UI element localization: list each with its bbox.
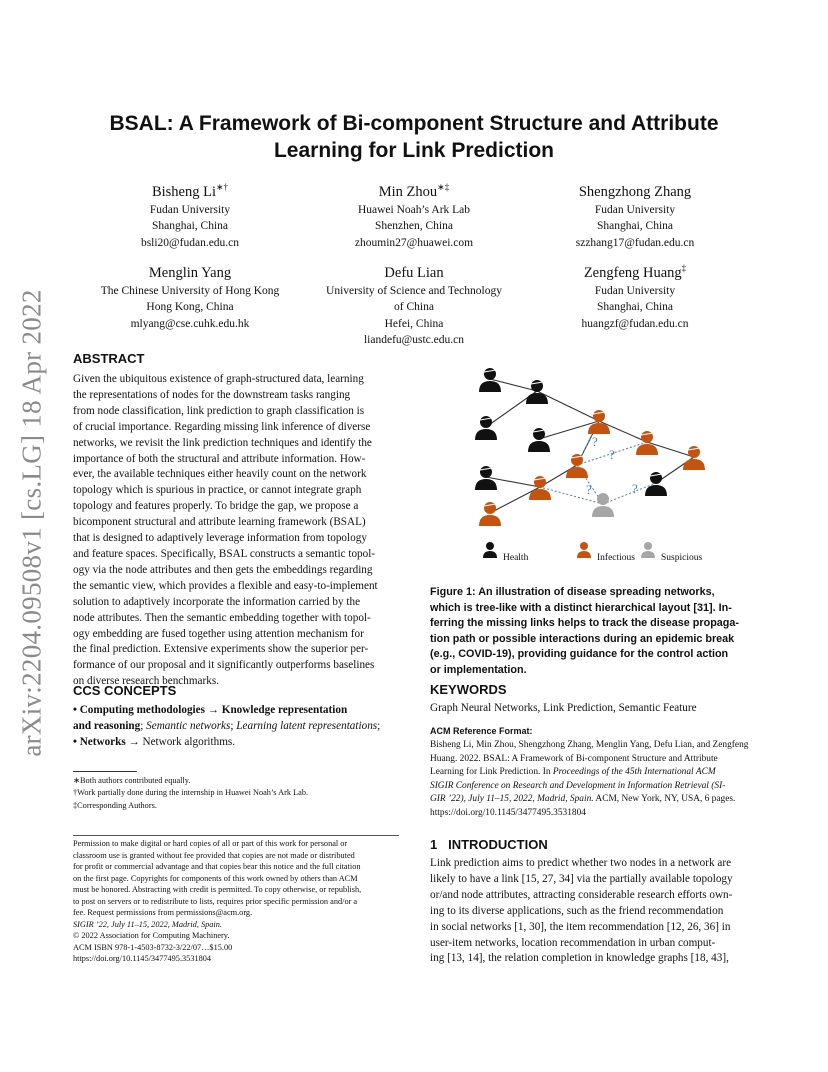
paper-title xyxy=(60,110,768,164)
permission-rule xyxy=(73,835,399,836)
intro-line: Link prediction aims to predict whether two nodes in a network are xyxy=(430,857,732,869)
abstract-line: Given the ubiquitous existence of graph-structured data, learning xyxy=(73,373,364,385)
author-block xyxy=(520,259,750,332)
health-person-icon xyxy=(479,368,501,392)
ccs-heading: CCS CONCEPTS xyxy=(73,683,177,698)
infectious-person-icon xyxy=(683,446,705,470)
arxiv-identifier: arXiv:2204.09508v1 [cs.LG] 18 Apr 2022 xyxy=(16,289,47,757)
author-name: Bisheng Li∗† xyxy=(151,182,229,200)
footnote: †Work partially done during the internship in Huawei Noah’s Ark Lab. xyxy=(73,788,309,798)
abstract-line: of crucial importance. Regarding missing link inference of diverse xyxy=(73,420,371,433)
author-location: Shenzhen, China xyxy=(375,220,453,233)
intro-line: in social networks [1, 30], the item recommendation [12, 26, 36] in xyxy=(430,920,731,933)
arxiv-sidebar xyxy=(10,286,54,761)
abstract-line: the semantic view, which provides a flexible and easy-to-implement xyxy=(73,579,378,592)
author-affiliation: University of Science and Technology xyxy=(326,284,502,297)
ccs-body: • Computing methodologies → Knowledge representation and reasoning; Semantic networks; Learning latent representations; • Networks → Network algorithms. xyxy=(73,704,381,748)
doi-link[interactable]: https://doi.org/10.1145/3477495.3531804 xyxy=(73,954,212,963)
author-location: Shanghai, China xyxy=(151,220,229,233)
caption-line: (e.g., COVID-19), providing guidance for the control action xyxy=(430,648,729,661)
abstract-line: on diverse research benchmarks. xyxy=(73,675,219,688)
acm-reference: Bisheng Li, Min Zhou, Shengzhong Zhang, Menglin Yang, Defu Lian, and Zengfeng Huang. 2022. BSAL: A Framework of Bi-component Structure and Attribute Learning for Link Prediction. In Proceedings of the 45th International ACM SIGIR Conference on Research and Development in Information Retrieval (SI- GIR ’22), July 11–15, 2022, Madrid, Spain. ACM, New York, NY, USA, 6 pages. https://doi.org/10.1145/3477495.3531804 xyxy=(430,739,770,821)
caption-line: or implementation. xyxy=(430,663,527,676)
author-name: Defu Lian xyxy=(384,264,444,281)
intro-line: user-item networks, location recommendation in urban comput- xyxy=(430,936,716,949)
abstract-body xyxy=(73,372,399,690)
venue: SIGIR ’22, July 11–15, 2022, Madrid, Spain. xyxy=(73,919,222,929)
intro-line: ing [13, 14], the relation completion in knowledge graphs [18, 43], xyxy=(430,952,729,965)
health-person-icon xyxy=(645,472,667,496)
infectious-person-icon xyxy=(566,454,588,478)
author-name: Shengzhong Zhang xyxy=(578,183,692,200)
author-email: zhoumin27@huawei.com xyxy=(354,236,474,249)
infectious-person-icon xyxy=(529,476,551,500)
abstract-line: node attributes. Then the semantic embedding together with topol- xyxy=(73,611,371,624)
author-name: Min Zhou∗‡ xyxy=(378,182,450,200)
footnote-rule xyxy=(73,771,137,772)
health-person-icon xyxy=(475,416,497,440)
abstract-line: ogy embedding are fused together using attention mechanism for xyxy=(73,627,364,640)
permission-line: fee. Request permissions from permissions@acm.org. xyxy=(73,908,253,917)
abstract-line: ever, the available techniques either heavily count on the network xyxy=(73,468,367,481)
intro-line: ing to its diverse applications, such as the friend recommendation xyxy=(430,904,724,917)
question-mark: ? xyxy=(632,481,638,496)
permission-line: Permission to make digital or hard copies of all or part of this work for personal or xyxy=(73,839,348,848)
caption-line: tion path or possible interactions during an epidemic break xyxy=(430,632,735,645)
title-line-1: BSAL: A Framework of Bi-component Structure and Attribute xyxy=(109,112,719,135)
suspicious-person-icon xyxy=(592,493,614,517)
author-email: liandefu@ustc.edu.cn xyxy=(363,334,464,347)
author-block xyxy=(299,178,529,251)
figure-caption xyxy=(430,585,760,679)
title-line-2: Learning for Link Prediction xyxy=(273,139,555,162)
author-block xyxy=(520,178,750,251)
legend-infectious-icon xyxy=(577,542,591,558)
author-email: szzhang17@fudan.edu.cn xyxy=(575,236,695,249)
abstract-line: topology which is spurious in practice, or cannot integrate graph xyxy=(73,484,362,497)
isbn: ACM ISBN 978-1-4503-8732-3/22/07…$15.00 xyxy=(73,942,233,952)
author-affiliation: Huawei Noah’s Ark Lab xyxy=(357,203,471,216)
abstract-line: that is designed to adaptively leverage information from topology xyxy=(73,532,367,545)
infectious-person-icon xyxy=(479,502,501,526)
caption-line: which is tree-like with a distinct hierarchical layout [31]. In- xyxy=(430,601,732,614)
permission-line: on the first page. Copyrights for components of this work owned by others than ACM xyxy=(73,873,358,883)
question-mark: ? xyxy=(609,447,615,462)
network-edge xyxy=(537,391,599,421)
abstract-line: formance of our proposal and it significantly outperforms baselines xyxy=(73,659,375,672)
copyright: © 2022 Association for Computing Machinery. xyxy=(73,931,230,940)
caption-line: Figure 1: An illustration of disease spreading networks, xyxy=(430,586,715,598)
abstract-line: importance of both the structural and attribute information. How- xyxy=(73,452,366,465)
permission-line: must be honored. Abstracting with credit is permitted. To copy otherwise, or republish, xyxy=(73,885,362,894)
author-block xyxy=(75,178,305,251)
acm-ref-doi-link[interactable]: https://doi.org/10.1145/3477495.3531804 xyxy=(430,807,586,818)
introduction-heading: 1 INTRODUCTION xyxy=(430,837,548,852)
author-affiliation: Fudan University xyxy=(594,284,676,297)
author-block xyxy=(72,259,308,332)
author-location: Shanghai, China xyxy=(596,301,674,314)
abstract-line: and feature spaces. Specifically, BSAL constructs a semantic topol- xyxy=(73,547,376,560)
question-mark: ? xyxy=(586,482,592,497)
abstract-line: from node classification, link prediction to graph classification is xyxy=(73,404,365,417)
permission-line: classroom use is granted without fee provided that copies are not made or distributed xyxy=(73,850,355,860)
author-affiliation-cont: of China xyxy=(394,301,434,314)
author-affiliation: Fudan University xyxy=(594,203,676,216)
abstract-line: solution to adaptively incorporate the information carried by the xyxy=(73,595,361,608)
legend-health-icon xyxy=(483,542,497,558)
acm-ref-heading: ACM Reference Format: xyxy=(430,726,533,736)
legend-health-label: Health xyxy=(503,553,529,563)
abstract-line: topology and features properly. To bridge the gap, we propose a xyxy=(73,500,359,513)
abstract-line: the final prediction. Extensive experiments show the superior per- xyxy=(73,643,369,656)
introduction-body xyxy=(430,856,756,967)
health-person-icon xyxy=(526,380,548,404)
infectious-person-icon xyxy=(636,431,658,455)
abstract-line: networks, we revisit the link prediction techniques and identify the xyxy=(73,436,372,449)
author-affiliation: Fudan University xyxy=(149,203,231,216)
author-name: Zengfeng Huang‡ xyxy=(583,263,687,281)
footnote: ‡Corresponding Authors. xyxy=(73,800,157,810)
intro-line: likely to have a link [15, 27, 34] via the partially available topology xyxy=(430,872,733,885)
disease-network-diagram xyxy=(462,360,746,572)
permission-line: for profit or commercial advantage and that copies bear this notice and the full citation xyxy=(73,862,361,871)
question-mark: ? xyxy=(592,434,598,449)
author-email: huangzf@fudan.edu.cn xyxy=(581,317,689,330)
intro-line: or/and node attributes, attracting considerable research efforts own- xyxy=(430,888,733,901)
author-location: Shanghai, China xyxy=(596,220,674,233)
author-block xyxy=(299,259,529,349)
author-affiliation: The Chinese University of Hong Kong xyxy=(100,284,280,297)
author-location: Hong Kong, China xyxy=(146,301,234,314)
permission-line: to post on servers or to redistribute to lists, requires prior specific permission and/or a xyxy=(73,896,358,906)
footnotes xyxy=(73,775,403,812)
caption-line: ferring the missing links helps to track the disease propaga- xyxy=(430,617,739,630)
health-person-icon xyxy=(528,428,550,452)
abstract-line: bicomponent structural and attribute learning framework (BSAL) xyxy=(73,516,366,529)
figure-1 xyxy=(462,360,746,572)
footnote: ∗Both authors contributed equally. xyxy=(73,776,191,785)
author-email: bsli20@fudan.edu.cn xyxy=(140,236,240,249)
abstract-line: ogy via the node attributes and then gets the embeddings regarding xyxy=(73,563,373,576)
author-location: Hefei, China xyxy=(384,317,444,330)
abstract-heading: ABSTRACT xyxy=(73,351,145,366)
author-name: Menglin Yang xyxy=(148,264,232,281)
keywords-text: Graph Neural Networks, Link Prediction, Semantic Feature xyxy=(430,702,697,714)
infectious-person-icon xyxy=(588,410,610,434)
author-email: mlyang@cse.cuhk.edu.hk xyxy=(130,317,250,330)
legend-infectious-label: Infectious xyxy=(597,553,635,563)
legend-suspicious-label: Suspicious xyxy=(661,553,703,563)
permission-block xyxy=(73,838,403,965)
abstract-line: the representations of nodes for the downstream tasks ranging xyxy=(73,388,351,401)
ccs-line-1: • Computing methodologies → Knowledge representation xyxy=(73,704,348,716)
keywords-heading: KEYWORDS xyxy=(430,682,507,697)
legend-suspicious-icon xyxy=(641,542,655,558)
